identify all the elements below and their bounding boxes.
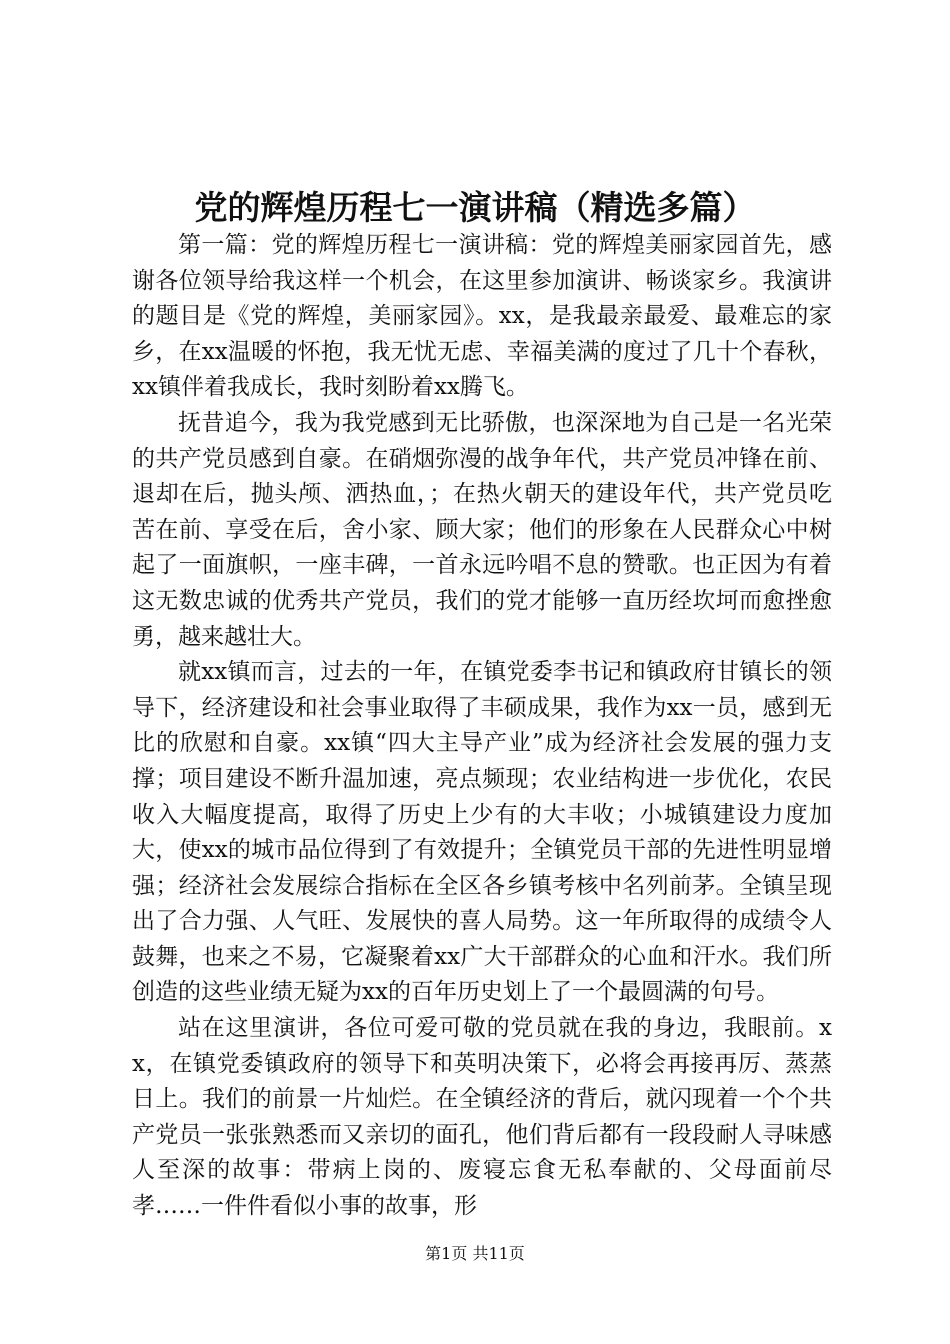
document-title: 党的辉煌历程七一演讲稿（精选多篇） [194,188,756,227]
document-body [132,228,832,1225]
paragraph-1: 第一篇：党的辉煌历程七一演讲稿：党的辉煌美丽家园首先，感谢各位领导给我这样一个机会，在这里参加演讲、畅谈家乡。我演讲的题目是《党的辉煌，美丽家园》。xx，是我最亲最爱、最难忘的家乡，在xx温暖的怀抱，我无忧无虑、幸福美满的度过了几十个春秋，xx镇伴着我成长，我时刻盼着xx腾飞。 [132,232,832,401]
paragraph-3: 就xx镇而言，过去的一年，在镇党委李书记和镇政府甘镇长的领导下，经济建设和社会事业取得了丰硕成果，我作为xx一员，感到无比的欣慰和自豪。xx镇“四大主导产业”成为经济社会发展的强力支撑；项目建设不断升温加速，亮点频现；农业结构进一步优化，农民收入大幅度提高，取得了历史上少有的大丰收；小城镇建设力度加大，使xx的城市品位得到了有效提升；全镇党员干部的先进性明显增强；经济社会发展综合指标在全区各乡镇考核中名列前茅。全镇呈现出了合力强、人气旺、发展快的喜人局势。这一年所取得的成绩令人鼓舞，也来之不易，它凝聚着xx广大干部群众的心血和汗水。我们所创造的这些业绩无疑为xx的百年历史划上了一个最圆满的句号。 [132,659,832,1006]
page-number-footer: 第1页 共11页 [425,1244,525,1263]
paragraph-2: 抚昔追今，我为我党感到无比骄傲，也深深地为自己是一名光荣的共产党员感到自豪。在硝烟弥漫的战争年代，共产党员冲锋在前、退却在后，抛头颅、洒热血，；在热火朝天的建设年代，共产党员吃苦在前、享受在后，舍小家、顾大家；他们的形象在人民群众心中树起了一面旗帜，一座丰碑，一首永远吟唱不息的赞歌。也正因为有着这无数忠诚的优秀共产党员，我们的党才能够一直历经坎坷而愈挫愈勇，越来越壮大。 [132,409,832,650]
paragraph-4: 站在这里演讲，各位可爱可敬的党员就在我的身边，我眼前。xx，在镇党委镇政府的领导下和英明决策下，必将会再接再厉、蒸蒸日上。我们的前景一片灿烂。在全镇经济的背后，就闪现着一个个共产党员一张张熟悉而又亲切的面孔，他们背后都有一段段耐人寻味感人至深的故事：带病上岗的、废寝忘食无私奉献的、父母面前尽孝……一件件看似小事的故事，形 [132,1015,832,1220]
